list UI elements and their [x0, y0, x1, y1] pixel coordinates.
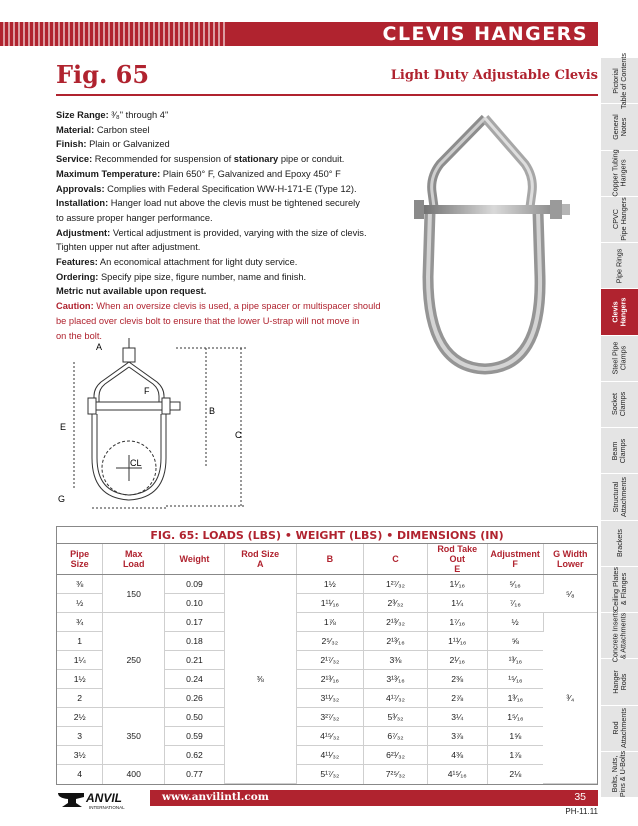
cell-pipe-size: ¾ — [57, 613, 103, 632]
cell-b: 1½ — [296, 575, 364, 594]
spec-list — [56, 108, 386, 343]
cell-c: 6⁷⁄₃₂ — [364, 727, 428, 746]
product-photo — [400, 112, 570, 377]
section-tab-label: Clevis Hangers — [610, 297, 628, 327]
table-header-cell: Max Load — [103, 544, 165, 575]
cell-rod-take-out: 2⅞ — [427, 689, 487, 708]
cell-g-width: ⁵⁄₈ — [543, 575, 597, 613]
dim-label-cl: CL — [130, 458, 142, 468]
table-row — [57, 613, 597, 632]
cell-weight: 0.17 — [165, 613, 225, 632]
cell-b: 1⅞ — [296, 613, 364, 632]
table-header-cell: Adjustment F — [487, 544, 543, 575]
cell-weight: 0.62 — [165, 746, 225, 765]
cell-max-load: 150 — [103, 575, 165, 613]
page-number: 35 — [574, 791, 586, 803]
section-tab[interactable] — [601, 521, 638, 567]
section-tab-label: Steel Pipe Clamps — [610, 341, 628, 375]
cell-weight: 0.50 — [165, 708, 225, 727]
table-header-cell: Rod Take Out E — [427, 544, 487, 575]
cell-weight: 0.21 — [165, 651, 225, 670]
cell-b: 2¹³⁄₁₆ — [296, 670, 364, 689]
table-header-cell: Rod Size A — [224, 544, 296, 575]
section-tab-label: Beam Clamps — [610, 438, 628, 463]
section-tab-label: General Notes — [610, 114, 628, 140]
spec-line: Size Range: ³⁄₈" through 4" — [56, 110, 169, 120]
table-row — [57, 708, 597, 727]
document-code: PH-11.11 — [565, 807, 598, 816]
cell-rod-take-out: 1¹¹⁄₁₆ — [427, 632, 487, 651]
cell-pipe-size: 2½ — [57, 708, 103, 727]
cell-pipe-size: 1¼ — [57, 651, 103, 670]
cell-pipe-size: 1½ — [57, 670, 103, 689]
spec-line: Material: Carbon steel — [56, 124, 150, 135]
section-tab-label: Hanger Rods — [610, 670, 628, 694]
title-rule — [56, 94, 598, 96]
cell-rod-take-out: 2¹⁄₁₆ — [427, 651, 487, 670]
cell-weight: 0.77 — [165, 765, 225, 784]
cell-rod-take-out: 1⁷⁄₁₆ — [427, 613, 487, 632]
cell-b: 2⁵⁄₃₂ — [296, 632, 364, 651]
cell-adjustment: 1⁵⁄₁₆ — [487, 708, 543, 727]
spec-line: Finish: Plain or Galvanized — [56, 139, 170, 150]
cell-max-load: 250 — [103, 613, 165, 708]
cell-rod-take-out: 4⅜ — [427, 746, 487, 765]
table-header-cell: B — [296, 544, 364, 575]
cell-pipe-size: 1 — [57, 632, 103, 651]
table-title: FIG. 65: LOADS (LBS) • WEIGHT (LBS) • DIMENSIONS (IN) — [57, 527, 597, 544]
dim-label-a: A — [96, 342, 103, 352]
section-tab-label: Pipe Rings — [614, 248, 624, 284]
cell-pipe-size: 2 — [57, 689, 103, 708]
cell-rod-take-out: 3⅞ — [427, 727, 487, 746]
section-tab[interactable] — [601, 336, 638, 382]
cell-weight: 0.09 — [165, 575, 225, 594]
cell-c: 6²¹⁄₃₂ — [364, 746, 428, 765]
cell-c: 5³⁄₃₂ — [364, 708, 428, 727]
dim-label-e: E — [60, 422, 67, 432]
section-tab[interactable] — [601, 474, 638, 520]
cell-pipe-size: 3½ — [57, 746, 103, 765]
cell-b: 3²⁷⁄₃₂ — [296, 708, 364, 727]
figure-subtitle: Light Duty Adjustable Clevis — [390, 68, 598, 83]
cell-b: 2¹⁷⁄₃₂ — [296, 651, 364, 670]
cell-b: 3¹¹⁄₃₂ — [296, 689, 364, 708]
anvil-logo — [56, 787, 146, 811]
cell-rod-take-out: 3¼ — [427, 708, 487, 727]
cell-b: 4¹⁵⁄₃₂ — [296, 727, 364, 746]
cell-adjustment: ¹³⁄₁₆ — [487, 651, 543, 670]
spec-line: Maximum Temperature: Plain 650° F, Galvanized and Epoxy 450° F — [56, 168, 341, 179]
cell-weight: 0.26 — [165, 689, 225, 708]
section-tab-label: Copper Tubing Hangers — [610, 149, 628, 197]
figure-title: Fig. 65 — [56, 60, 150, 89]
header-stripes — [0, 22, 225, 46]
cell-b: 5¹⁷⁄₃₂ — [296, 765, 364, 784]
cell-weight: 0.24 — [165, 670, 225, 689]
table-row — [57, 765, 597, 784]
cell-weight: 0.59 — [165, 727, 225, 746]
section-tab[interactable] — [601, 382, 638, 428]
section-tab-label: Ceiling Plates & Flanges — [610, 567, 628, 612]
cell-weight: 0.10 — [165, 594, 225, 613]
cell-adjustment: ⁵⁄₁₆ — [487, 575, 543, 594]
cell-max-load: 350 — [103, 708, 165, 765]
cell-c: 2¹³⁄₃₂ — [364, 613, 428, 632]
cell-c: 3¹³⁄₁₆ — [364, 670, 428, 689]
cell-adjustment: 1⅝ — [487, 727, 543, 746]
section-tab-label: Bolts, Nuts, Pins & U-Bolts — [610, 751, 628, 798]
cell-pipe-size: ½ — [57, 594, 103, 613]
cell-adjustment: ⅝ — [487, 632, 543, 651]
cell-rod-take-out: 2⅜ — [427, 670, 487, 689]
svg-text:ANVIL: ANVIL — [86, 791, 122, 805]
spec-table — [56, 526, 598, 785]
svg-text:INTERNATIONAL: INTERNATIONAL — [89, 805, 125, 810]
spec-line: Metric nut available upon request. — [56, 286, 207, 297]
cell-adjustment: ½ — [487, 613, 543, 632]
spec-line: Approvals: Complies with Federal Specification WW-H-171-E (Type 12). — [56, 183, 357, 194]
spec-line: Tighten upper nut after adjustment. — [56, 242, 201, 253]
footer-bar — [150, 790, 598, 806]
cell-c: 7²⁵⁄₃₂ — [364, 765, 428, 784]
cell-c: 2¹³⁄₁₆ — [364, 632, 428, 651]
cell-adjustment: ¹⁵⁄₁₆ — [487, 670, 543, 689]
cell-c: 2³⁄₃₂ — [364, 594, 428, 613]
cell-b: 4¹¹⁄₃₂ — [296, 746, 364, 765]
cell-c: 1²⁷⁄₃₂ — [364, 575, 428, 594]
cell-c: 3⅜ — [364, 651, 428, 670]
section-tab-label: CPVC Pipe Hangers — [610, 197, 628, 242]
cell-rod-take-out: 4¹⁵⁄₁₆ — [427, 765, 487, 784]
cell-g-width: ³⁄₄ — [543, 613, 597, 784]
section-tab[interactable] — [601, 104, 638, 150]
cell-adjustment: 2⅛ — [509, 769, 522, 780]
cell-b: 1¹¹⁄₁₆ — [296, 594, 364, 613]
section-tab[interactable] — [601, 243, 638, 289]
dim-label-b: B — [209, 406, 216, 416]
dimension-diagram — [56, 338, 276, 518]
table-header-cell: Pipe Size — [57, 544, 103, 575]
footer-url[interactable]: www.anvilintl.com — [162, 791, 269, 803]
section-tab[interactable] — [601, 659, 638, 705]
caution-line: Caution: When an oversize clevis is used, a pipe spacer or multispacer should — [56, 301, 381, 312]
section-tab-label: Pictorial Table of Contents — [610, 52, 628, 109]
cell-rod-take-out: 1¼ — [427, 594, 487, 613]
cell-pipe-size: 3 — [57, 727, 103, 746]
cell-pipe-size: 4 — [57, 765, 103, 784]
section-tab-label: Brackets — [614, 529, 624, 558]
section-tabs — [601, 52, 638, 798]
table-header-cell: G Width Lower — [543, 544, 597, 575]
section-tab[interactable] — [601, 289, 638, 335]
section-tab-label: Structural Attachments — [610, 476, 628, 517]
section-tab[interactable] — [601, 609, 638, 662]
section-tab-label: Socket Clamps — [610, 392, 628, 417]
cell-adjustment: ⁷⁄₁₆ — [487, 594, 543, 613]
cell-rod-size: ⅜ — [224, 575, 296, 784]
header-band — [0, 22, 598, 46]
spec-line: Adjustment: Vertical adjustment is provided, varying with the size of clevis. — [56, 227, 367, 238]
section-tab[interactable] — [601, 151, 638, 197]
cell-weight: 0.18 — [165, 632, 225, 651]
cell-c: 4¹⁷⁄₃₂ — [364, 689, 428, 708]
cell-pipe-size: ⅜ — [57, 575, 103, 594]
cell-adjustment: 1⅞ — [487, 746, 543, 765]
cell-max-load: 400 — [103, 765, 165, 784]
section-tab[interactable] — [601, 428, 638, 474]
section-tab[interactable] — [601, 197, 638, 243]
cell-adjustment: 1³⁄₁₆ — [487, 689, 543, 708]
spec-line: Features: An economical attachment for light duty service. — [56, 257, 298, 268]
table-header-cell: C — [364, 544, 428, 575]
spec-line: Ordering: Specify pipe size, figure number, name and finish. — [56, 271, 307, 282]
spec-line: Installation: Hanger load nut above the clevis must be tightened securely — [56, 198, 360, 209]
section-tab[interactable] — [601, 706, 638, 752]
dim-label-f: F — [144, 386, 150, 396]
cell-rod-take-out: 1¹⁄₁₆ — [427, 575, 487, 594]
section-title: CLEVIS HANGERS — [382, 23, 588, 45]
caution-line: on the bolt. — [56, 330, 103, 341]
section-tab[interactable] — [601, 752, 638, 798]
section-tab-label: Concrete Inserts & Attachments — [610, 609, 628, 662]
spec-line: Service: Recommended for suspension of stationary pipe or conduit. — [56, 154, 345, 165]
section-tab-label: Rod Attachments — [610, 708, 628, 749]
spec-line: to assure proper hanger performance. — [56, 212, 213, 223]
section-tab[interactable] — [601, 567, 638, 613]
dim-label-g: G — [58, 494, 66, 504]
section-tab[interactable] — [601, 52, 638, 109]
caution-line: be placed over clevis bolt to ensure that the lower U-strap will not move in — [56, 315, 360, 326]
table-header-cell: Weight — [165, 544, 225, 575]
table-row — [57, 575, 597, 594]
dim-label-c: C — [235, 430, 242, 440]
